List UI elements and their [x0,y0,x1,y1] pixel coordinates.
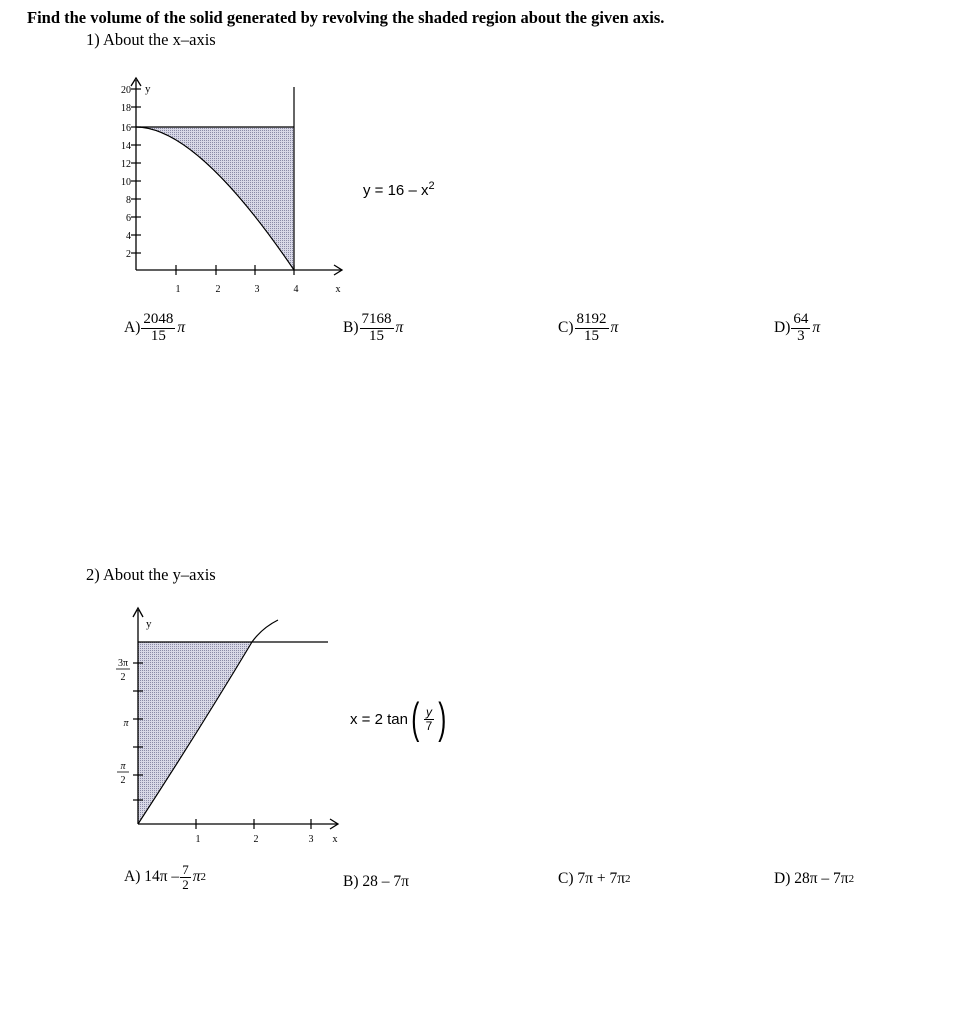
problem-2-choice-c[interactable]: C) 7π + 7π 2 [558,870,631,887]
x-tick-label: 2 [215,284,221,295]
y-tick-label: 2 [120,775,126,786]
y-tick-label: π [123,718,129,729]
problem-1-label: 1) About the x–axis [86,30,216,49]
problem-1-graph [112,74,352,304]
problem-1-choice-a[interactable]: A) $\frac{2048}{15}$ π [124,311,186,344]
x-axis-label: x [332,834,338,845]
y-tick-label: 3π [117,658,129,669]
y-tick-label: 2 [120,672,126,683]
instructions: Find the volume of the solid generated by revolving the shaded region about the given axis. [27,8,665,27]
y-tick-label: 20 [121,85,131,96]
problem-1-equation: $y = 16 - x^2$ [363,180,435,199]
x-tick-label: 3 [308,834,314,845]
problem-1-choice-b[interactable]: B) $\frac{7168}{15}$ π [343,311,404,344]
problem-2-equation: x = 2 tan ( $\frac{y}{7}$ ) [350,694,447,743]
y-axis-label: y [146,618,152,630]
shaded-region [136,127,294,270]
y-tick-label: π [120,761,126,772]
x-axis-label: x [335,284,341,295]
y-tick-label: 14 [121,141,131,152]
y-tick-label: 6 [126,213,131,224]
x-tick-label: 4 [293,284,299,295]
y-tick-label: 4 [126,231,131,242]
y-tick-label: 8 [126,195,131,206]
x-tick-label: 2 [253,834,259,845]
y-tick-label: 10 [121,177,131,188]
x-tick-label: 3 [254,284,260,295]
problem-2-choice-a[interactable]: A) 14π – $\frac{7}{2}$ π 2 [124,862,206,892]
y-tick-label: 12 [121,159,131,170]
problem-2-graph [108,602,348,848]
problem-1-choice-c[interactable]: C) $\frac{8192}{15}$ π [558,311,619,344]
problem-1-choice-d[interactable]: D) $\frac{64}{3}$ π [774,311,821,344]
x-tick-label: 1 [175,284,181,295]
y-tick-label: 16 [121,123,131,134]
x-tick-label: 1 [195,834,201,845]
problem-2-label: 2) About the y–axis [86,565,216,584]
y-axis-label: y [145,83,151,95]
y-tick-label: 18 [121,103,131,114]
problem-2-choice-d[interactable]: D) 28π – 7π 2 [774,870,855,887]
y-tick-label: 2 [126,249,131,260]
problem-2-choice-b[interactable]: B) 28 – 7π [343,873,409,890]
